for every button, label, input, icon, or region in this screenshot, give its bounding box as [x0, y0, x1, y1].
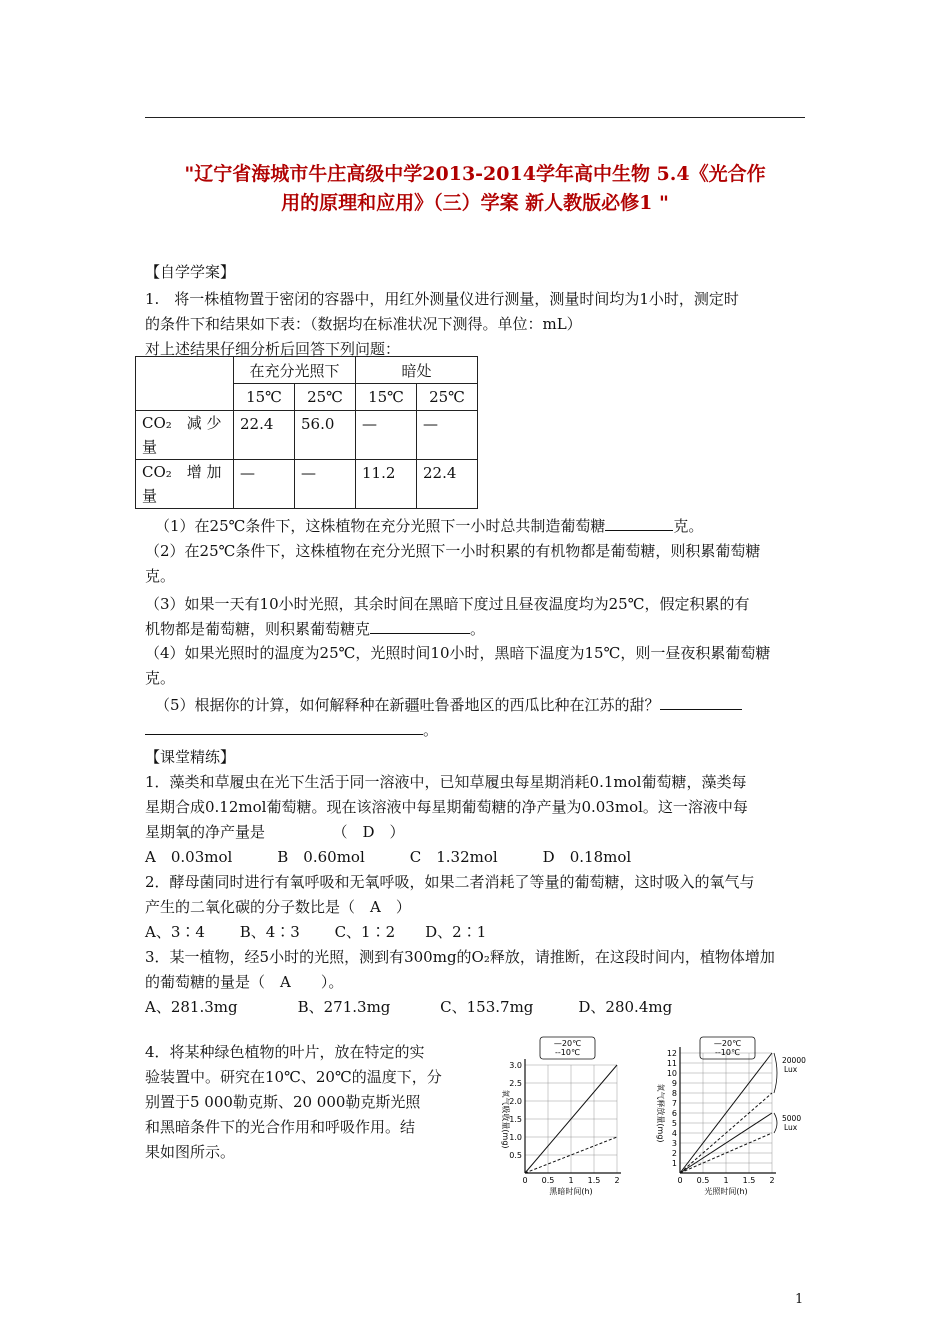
legend-entry: --10℃ [715, 1048, 740, 1057]
y-tick-label: 6 [671, 1109, 677, 1118]
x-tick-label: 1 [568, 1176, 574, 1185]
y-tick-label: 2 [671, 1149, 677, 1158]
answer-options: A 0.03mol B 0.60mol C 1.32mol D 0.18mol [145, 848, 632, 866]
answer-blank[interactable] [370, 619, 470, 634]
y-axis-label: 氧气吸收量(mg) [501, 1089, 510, 1149]
sub-question-5-cont: 。 [145, 720, 438, 740]
section-heading-self-study: 【自学学案】 [145, 263, 236, 281]
table-cell: 56.0 [295, 411, 356, 460]
chart-annotation: 20000 [782, 1056, 806, 1065]
y-tick-label: 0.5 [509, 1151, 522, 1160]
y-tick-label: 10 [666, 1069, 677, 1078]
question-text: 3．某一植物，经5小时的光照，测到有300mg的O₂释放，请推断，在这段时间内，植物体增加 [145, 948, 775, 966]
sub-question-4-cont: 克。 [145, 669, 176, 687]
question-text: 产生的二氧化碳的分子数比是（ A ） [145, 898, 411, 916]
sub-question-5: （5）根据你的计算，如何解释种在新疆吐鲁番地区的西瓜比种在江苏的甜？ [155, 695, 742, 715]
x-axis-label: 光照时间(h) [704, 1187, 748, 1196]
page-number: 1 [795, 1292, 804, 1307]
y-tick-label: 4 [671, 1129, 677, 1138]
chart-oxygen-release [656, 1037, 806, 1196]
y-tick-label: 3.0 [509, 1061, 522, 1070]
y-tick-label: 7 [671, 1099, 677, 1108]
header-rule [145, 117, 805, 118]
chart-annotation: 5000 [782, 1114, 802, 1123]
question-text: 果如图所示。 [145, 1143, 236, 1161]
question-text: 的葡萄糖的量是（ A ）。 [145, 973, 344, 991]
document-title-line1: "辽宁省海城市牛庄高级中学2013-2014学年高中生物 5.4《光合作 [184, 163, 766, 185]
y-tick-label: 1.5 [509, 1115, 522, 1124]
table-temp: 25℃ [295, 384, 356, 411]
y-tick-label: 1.0 [509, 1133, 522, 1142]
table-row-label: CO₂ 增 加 量 [136, 460, 234, 509]
chart-annotation: Lux [784, 1123, 798, 1132]
sub-question-1: （1）在25℃条件下，这株植物在充分光照下一小时总共制造葡萄糖 克。 [155, 517, 704, 535]
y-tick-label: 12 [666, 1049, 677, 1058]
table-row-label: CO₂ 减 少 量 [136, 411, 234, 460]
x-tick-label: 0.5 [696, 1176, 710, 1185]
answer-options: A、3∶4 B、4∶3 C、1∶2 D、2∶1 [145, 923, 487, 941]
chart-annotation: Lux [784, 1065, 798, 1074]
question-text: 星期氧的净产量是 （ D ） [145, 823, 405, 841]
x-tick-label: 0.5 [541, 1176, 555, 1185]
oxygen-charts-figure [495, 1025, 825, 1235]
table-cell: 11.2 [356, 460, 417, 509]
sub-question-3: （3）如果一天有10小时光照，其余时间在黑暗下度过且昼夜温度均为25℃，假定积累的有 [145, 595, 750, 613]
question-text: 对上述结果仔细分析后回答下列问题： [145, 340, 401, 358]
y-axis-label: 氧气释放量(mg) [656, 1083, 665, 1143]
y-tick-label: 2.0 [509, 1097, 522, 1106]
x-tick-label: 0 [522, 1176, 528, 1185]
table-temp: 25℃ [417, 384, 478, 411]
x-tick-label: 2 [614, 1176, 620, 1185]
y-tick-label: 3 [671, 1139, 677, 1148]
legend-entry: --10℃ [555, 1048, 580, 1057]
annotation-bracket [774, 1053, 777, 1093]
co2-data-table [135, 356, 478, 509]
table-header-dark: 暗处 [356, 357, 478, 384]
y-tick-label: 11 [666, 1059, 677, 1068]
table-header-light: 在充分光照下 [234, 357, 356, 384]
y-tick-label: 9 [671, 1079, 677, 1088]
table-cell: — [234, 460, 295, 509]
sub-question-3-cont: 机物都是葡萄糖，则积累葡萄糖克 。 [145, 620, 486, 638]
answer-blank[interactable] [660, 695, 742, 710]
legend-entry: —20℃ [713, 1039, 742, 1048]
question-text: 2．酵母菌同时进行有氧呼吸和无氧呼吸，如果二者消耗了等量的葡萄糖，这时吸入的氧气与 [145, 873, 755, 891]
x-axis-label: 黑暗时间(h) [549, 1187, 593, 1196]
question-text: 4．将某种绿色植物的叶片，放在特定的实 [145, 1043, 425, 1061]
x-tick-label: 2 [769, 1176, 775, 1185]
table-cell: — [295, 460, 356, 509]
table-temp: 15℃ [356, 384, 417, 411]
table-cell: 22.4 [417, 460, 478, 509]
question-text: 验装置中。研究在10℃、20℃的温度下，分 [145, 1068, 442, 1086]
answer-blank[interactable] [145, 720, 423, 735]
answer-blank[interactable] [605, 516, 673, 531]
y-tick-label: 2.5 [509, 1079, 522, 1088]
question-text: 别置于5 000勒克斯、20 000勒克斯光照 [145, 1093, 421, 1111]
table-temp: 15℃ [234, 384, 295, 411]
table-cell: — [417, 411, 478, 460]
x-tick-label: 1 [723, 1176, 729, 1185]
question-text: 1．藻类和草履虫在光下生活于同一溶液中，已知草履虫每星期消耗0.1mol葡萄糖，藻类每 [145, 773, 747, 791]
question-text: 和黑暗条件下的光合作用和呼吸作用。结 [145, 1118, 416, 1136]
sub-question-2-cont: 克。 [145, 567, 176, 585]
legend-entry: —20℃ [553, 1039, 582, 1048]
answer-options: A、281.3mg B、271.3mg C、153.7mg D、280.4mg [145, 998, 673, 1016]
annotation-bracket [774, 1113, 777, 1133]
sub-question-4: （4）如果光照时的温度为25℃，光照时间10小时，黑暗下温度为15℃，则一昼夜积累葡萄糖 [145, 644, 771, 662]
sub-question-2: （2）在25℃条件下，这株植物在充分光照下一小时积累的有机物都是葡萄糖，则积累葡萄糖 [145, 542, 761, 560]
y-tick-label: 1 [671, 1159, 677, 1168]
section-heading-practice: 【课堂精练】 [145, 748, 236, 766]
table-cell: — [356, 411, 417, 460]
table-cell: 22.4 [234, 411, 295, 460]
question-text: 星期合成0.12mol葡萄糖。现在该溶液中每星期葡萄糖的净产量为0.03mol。这一溶液中每 [145, 798, 748, 816]
chart-oxygen-absorption [501, 1037, 621, 1196]
question-text: 1. 将一株植物置于密闭的容器中，用红外测量仪进行测量，测量时间均为1小时，测定时 [145, 290, 739, 308]
x-tick-label: 1.5 [587, 1176, 601, 1185]
y-tick-label: 5 [671, 1119, 677, 1128]
x-tick-label: 0 [677, 1176, 683, 1185]
question-text: 的条件下和结果如下表：（数据均在标准状况下测得。单位：mL） [145, 315, 582, 333]
y-tick-label: 8 [671, 1089, 677, 1098]
x-tick-label: 1.5 [742, 1176, 756, 1185]
document-title-line2: 用的原理和应用》（三）学案 新人教版必修1 " [281, 192, 669, 214]
